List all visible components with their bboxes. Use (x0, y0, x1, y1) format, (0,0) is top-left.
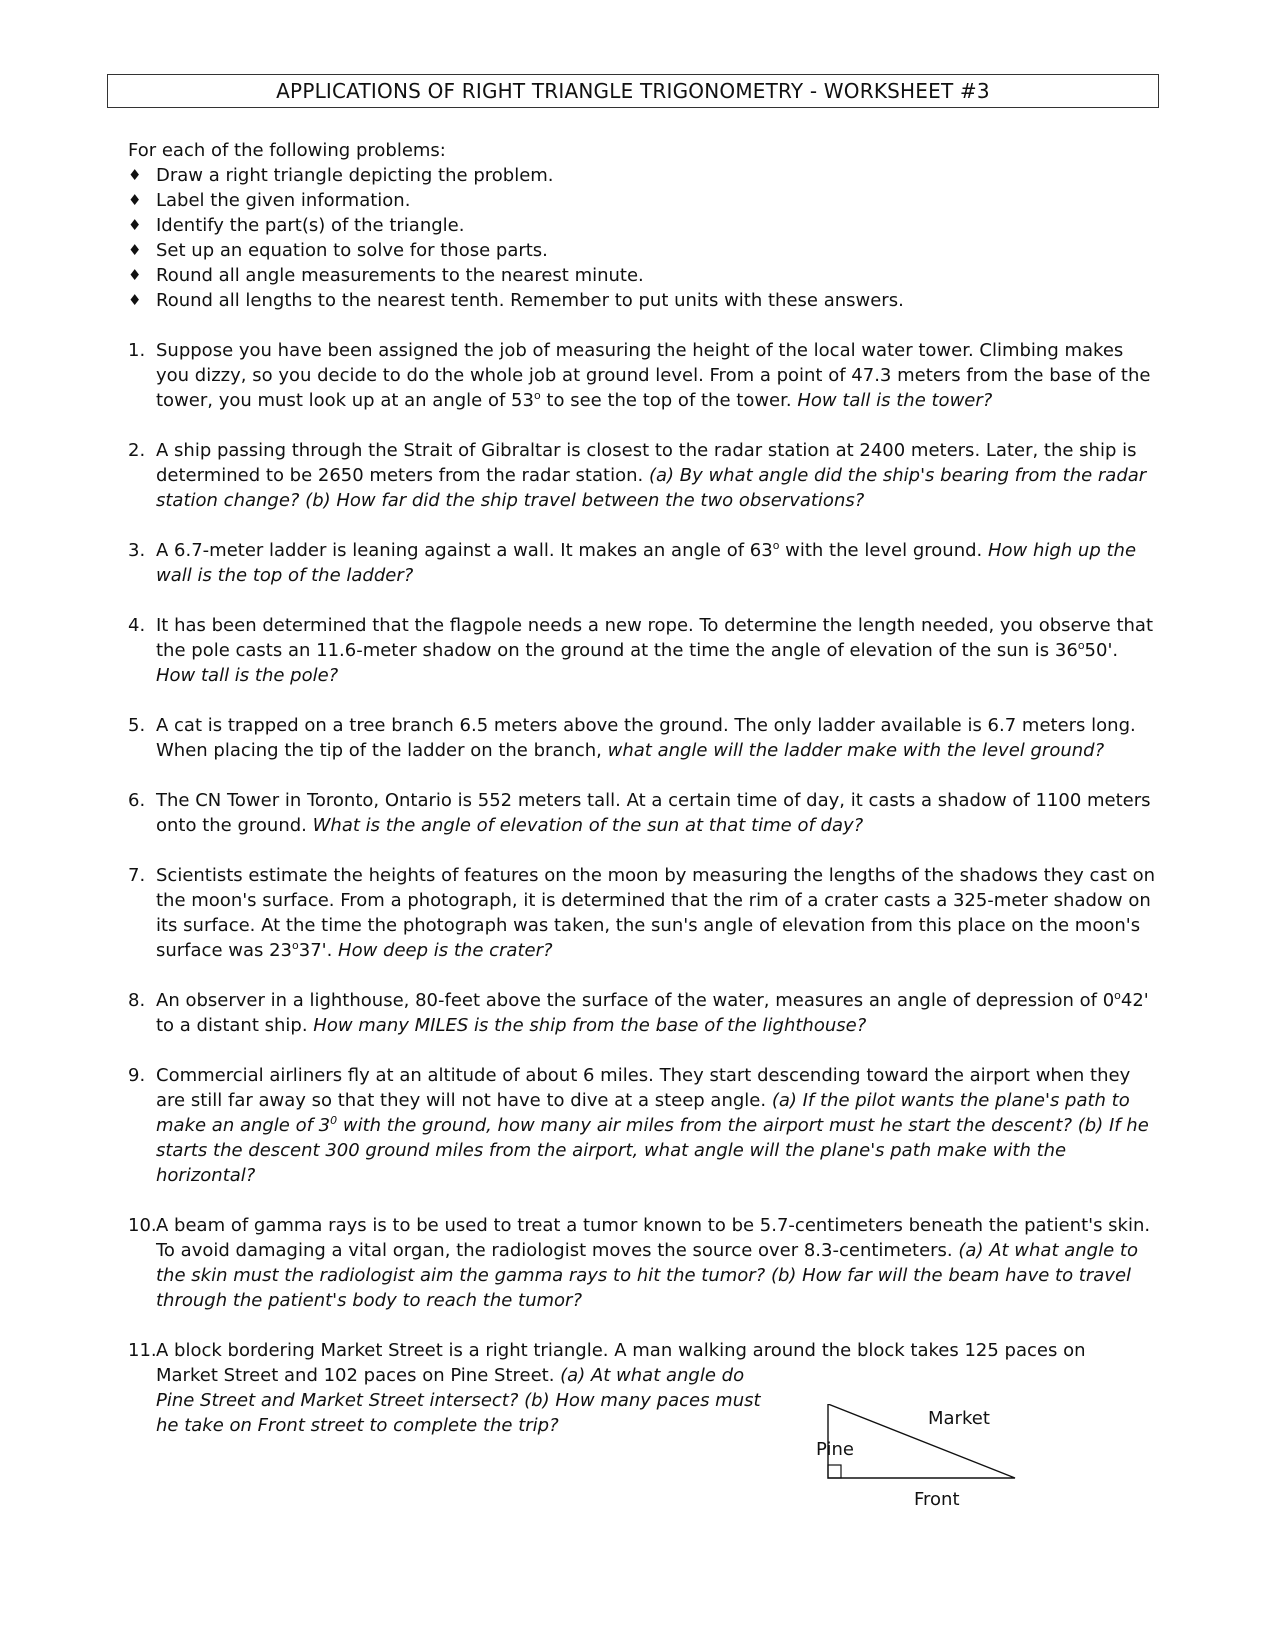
problem-number: 10. (128, 1215, 157, 1236)
instructions-intro: For each of the following problems: (128, 140, 446, 161)
problem-question: (a) If the pilot wants the plane's path to make an angle of 3 (156, 1090, 1130, 1136)
diamond-bullet-icon: ♦ (128, 191, 142, 209)
problem-number: 5. (128, 715, 146, 736)
problem-question: How many MILES is the ship from the base of the lighthouse? (313, 1015, 867, 1036)
instruction-item: ♦ Identify the part(s) of the triangle. (128, 215, 465, 236)
diamond-bullet-icon: ♦ (128, 291, 142, 309)
instruction-item: ♦ Round all lengths to the nearest tenth. Remember to put units with these answers. (128, 290, 904, 311)
problem-number: 3. (128, 540, 146, 561)
problem-question: (a) At what angle do Pine Street and Market Street intersect? (b) How many paces must he take on Front street to complete the trip? (156, 1365, 761, 1436)
diamond-bullet-icon: ♦ (128, 241, 142, 259)
problem-2: 2. A ship passing through the Strait of Gibraltar is closest to the radar station at 2400 meters. Later, the ship is determined to be 2650 meters from the radar station. (a) By what angle did the ship's bearing from the radar station change? (b) How far did the ship travel between the two observations? (128, 440, 1147, 511)
problem-number: 6. (128, 790, 146, 811)
instructions-list (128, 163, 1158, 313)
instruction-item: ♦ Round all angle measurements to the nearest minute. (128, 265, 644, 286)
problem-4: 4. It has been determined that the flagpole needs a new rope. To determine the length needed, you observe that the pole casts an 11.6-meter shadow on the ground at the time the angle of elevation of the sun is 36$^o$50'. How tall is the pole? (128, 615, 1153, 686)
problems-list (128, 338, 1158, 1463)
problem-11: 11. A block bordering Market Street is a right triangle. A man walking around the block takes 125 paces on Market Street and 102 paces on Pine Street. (a) At what angle do Pine Street and Market Street intersect? (b) How many paces must he take on Front street to complete the trip? (128, 1340, 1086, 1436)
problem-question: How tall is the pole? (156, 665, 339, 686)
instruction-item: ♦ Set up an equation to solve for those parts. (128, 240, 548, 261)
diagram-label-front: Front (914, 1489, 960, 1510)
problem-question: (a) At what angle to the skin must the radiologist aim the gamma rays to hit the tumor? (b) How far will the beam have to travel through the patient's body to reach the tumor? (156, 1240, 1138, 1311)
problem-number: 1. (128, 340, 146, 361)
problem-3: 3. A 6.7-meter ladder is leaning against a wall. It makes an angle of 63$^o$ with the level ground. How high up the wall is the top of the ladder? (128, 539, 1137, 586)
diamond-bullet-icon: ♦ (128, 266, 142, 284)
problem-question: How tall is the tower? (797, 390, 993, 411)
instructions-block (128, 138, 1158, 313)
problem-question: How high up the wall is the top of the ladder? (156, 540, 1137, 586)
problem-5: 5. A cat is trapped on a tree branch 6.5 meters above the ground. The only ladder available is 6.7 meters long. When placing the tip of the ladder on the branch, what angle will the ladder make with the level ground? (128, 715, 1136, 761)
problem-number: 8. (128, 990, 146, 1011)
problem-6: 6. The CN Tower in Toronto, Ontario is 552 meters tall. At a certain time of day, it casts a shadow of 1100 meters onto the ground. What is the angle of elevation of the sun at that time of day? (128, 790, 1151, 836)
problem-question: What is the angle of elevation of the sun at that time of day? (312, 815, 864, 836)
problem-1: 1. Suppose you have been assigned the job of measuring the height of the local water tower. Climbing makes you dizzy, so you decide to do the whole job at ground level. From a point of 47.3 meters from the base of the tower, you must look up at an angle of 53$^o$ to see the top of the tower. How tall is the tower? (128, 340, 1151, 411)
problem-number: 2. (128, 440, 146, 461)
problem-question: (a) By what angle did the ship's bearing from the radar station change? (b) How far did the ship travel between the two observations? (156, 465, 1147, 511)
problem-question: what angle will the ladder make with the level ground? (607, 740, 1105, 761)
problem-question: How deep is the crater? (338, 940, 553, 961)
instruction-item: ♦ Draw a right triangle depicting the problem. (128, 165, 554, 186)
diagram-label-pine: Pine (816, 1439, 854, 1460)
diagram-label-market: Market (928, 1408, 990, 1429)
problem-number: 9. (128, 1065, 146, 1086)
instruction-item: ♦ Label the given information. (128, 190, 411, 211)
problem-10: 10. A beam of gamma rays is to be used to treat a tumor known to be 5.7-centimeters beneath the patient's skin. To avoid damaging a vital organ, the radiologist moves the source over 8.3-centimeters. (a) At what angle to the skin must the radiologist aim the gamma rays to hit the tumor? (b) How far will the beam have to travel through the patient's body to reach the tumor? (128, 1215, 1151, 1311)
problem-number: 4. (128, 615, 146, 636)
problem-7: 7. Scientists estimate the heights of features on the moon by measuring the lengths of the shadows they cast on the moon's surface. From a photograph, it is determined that the rim of a crater casts a 325-meter shadow on its surface. At the time the photograph was taken, the sun's angle of elevation from this place on the moon's surface was 23$^o$37'. How deep is the crater? (128, 865, 1156, 961)
problem-9: 9. Commercial airliners fly at an altitude of about 6 miles. They start descending toward the airport when they are still far away so that they will not have to dive at a steep angle. (a) If the pilot wants the plane's path to make an angle of $3^0$ with the ground, how many air miles from the airport must he start the descent? (b) If he starts the descent 300 ground miles from the airport, what angle will the plane's path make with the horizontal? (128, 1065, 1149, 1186)
street-triangle-diagram (816, 1404, 1066, 1514)
problem-number: 7. (128, 865, 146, 886)
diamond-bullet-icon: ♦ (128, 166, 142, 184)
diamond-bullet-icon: ♦ (128, 216, 142, 234)
worksheet-title: APPLICATIONS OF RIGHT TRIANGLE TRIGONOMETRY - WORKSHEET #3 (107, 74, 1159, 108)
problem-8: 8. An observer in a lighthouse, 80-feet above the surface of the water, measures an angle of depression of 0$^o$42' to a distant ship. How many MILES is the ship from the base of the lighthouse? (128, 989, 1149, 1036)
problem-number: 11. (128, 1340, 157, 1361)
